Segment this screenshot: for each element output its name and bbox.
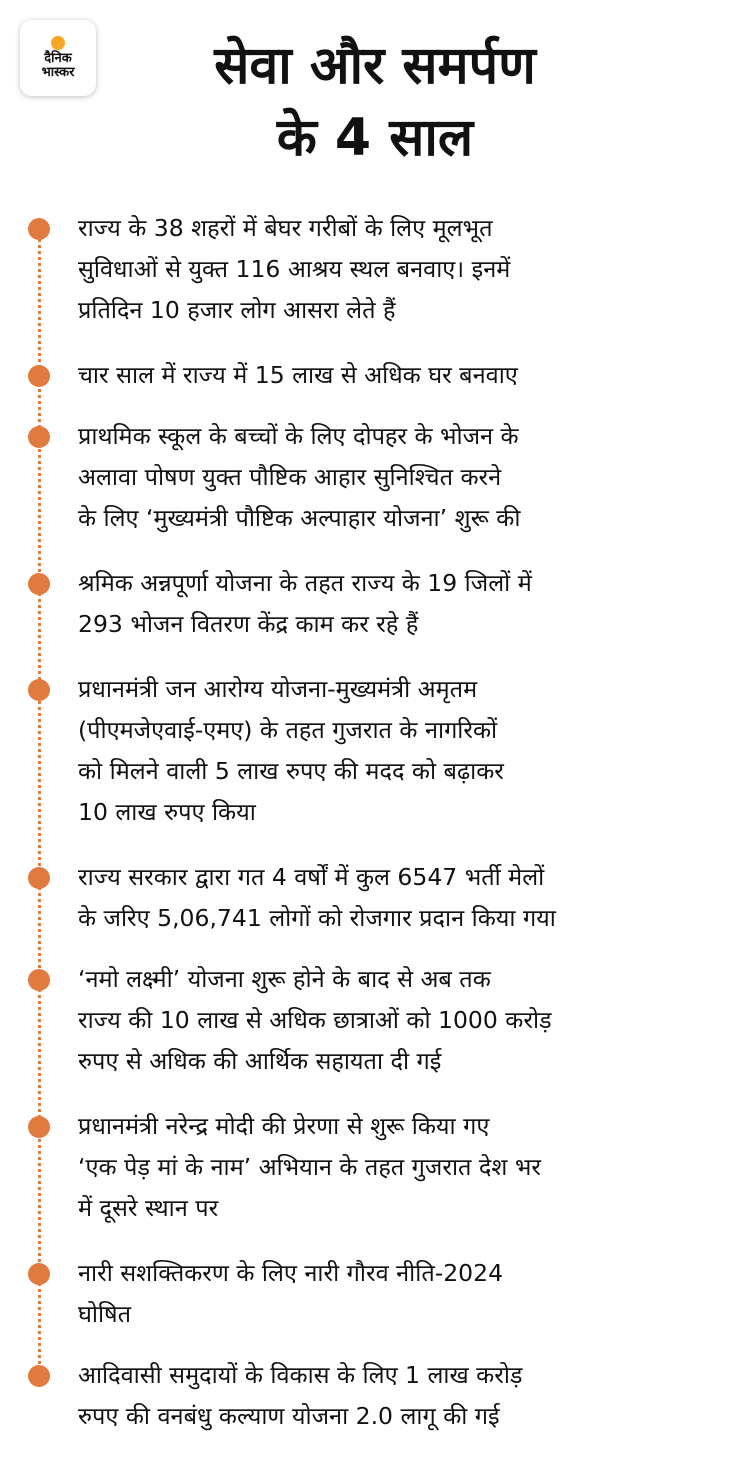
- timeline-dot: [28, 1263, 50, 1285]
- list-item-line: राज्य के 38 शहरों में बेघर गरीबों के लिए मूलभूत: [78, 214, 493, 242]
- timeline-dot: [28, 969, 50, 991]
- list-item-line: 293 भोजन वितरण केंद्र काम कर रहे हैं: [78, 610, 419, 638]
- list-item-line: प्राथमिक स्कूल के बच्चों के लिए दोपहर के भोजन के: [78, 422, 519, 450]
- list-item: [78, 857, 708, 939]
- list-item-line: 10 लाख रुपए किया: [78, 798, 256, 826]
- list-item: [78, 563, 708, 645]
- list-item: [78, 208, 708, 331]
- list-item-line: के जरिए 5,06,741 लोगों को रोजगार प्रदान किया गया: [78, 904, 556, 932]
- sun-icon: [51, 36, 65, 50]
- list-item-line: श्रमिक अन्नपूर्णा योजना के तहत राज्य के 19 जिलों में: [78, 569, 532, 597]
- list-item-line: के लिए ‘मुख्यमंत्री पौष्टिक अल्पाहार योजना’ शुरू की: [78, 504, 521, 532]
- list-item: [78, 1355, 708, 1437]
- list-item-line: ‘नमो लक्ष्मी’ योजना शुरू होने के बाद से अब तक: [78, 965, 491, 993]
- list-item-line: ‘एक पेड़ मां के नाम’ अभियान के तहत गुजरात देश भर: [78, 1153, 541, 1181]
- title-line1: सेवा और समर्पण: [214, 36, 536, 96]
- list-item: [78, 669, 708, 833]
- list-item-line: को मिलने वाली 5 लाख रुपए की मदद को बढ़ाकर: [78, 757, 504, 785]
- timeline-dot: [28, 679, 50, 701]
- timeline-dot: [28, 426, 50, 448]
- list-item-line: आदिवासी समुदायों के विकास के लिए 1 लाख करोड़: [78, 1361, 523, 1389]
- list-item: [78, 355, 708, 396]
- list-item: [78, 416, 708, 539]
- list-item-line: राज्य सरकार द्वारा गत 4 वर्षों में कुल 6547 भर्ती मेलों: [78, 863, 545, 891]
- list-item: [78, 1253, 708, 1335]
- list-item-line: प्रधानमंत्री जन आरोग्य योजना-मुख्यमंत्री अमृतम: [78, 675, 478, 703]
- list-item-line: रुपए से अधिक की आर्थिक सहायता दी गई: [78, 1047, 442, 1075]
- timeline-dot: [28, 1116, 50, 1138]
- list-item-line: राज्य की 10 लाख से अधिक छात्राओं को 1000 करोड़: [78, 1006, 552, 1034]
- list-item-line: सुविधाओं से युक्त 116 आश्रय स्थल बनवाए। इनमें: [78, 255, 511, 283]
- timeline-dot: [28, 1365, 50, 1387]
- list-item-line: अलावा पोषण युक्त पौष्टिक आहार सुनिश्चित करने: [78, 463, 502, 491]
- list-item-line: प्रधानमंत्री नरेन्द्र मोदी की प्रेरणा से शुरू किया गए: [78, 1112, 490, 1140]
- list-item-line: में दूसरे स्थान पर: [78, 1194, 219, 1222]
- timeline-dot: [28, 218, 50, 240]
- list-item-line: घोषित: [78, 1300, 132, 1328]
- list-item-line: रुपए की वनबंधु कल्याण योजना 2.0 लागू की गई: [78, 1402, 500, 1430]
- list-item-line: प्रतिदिन 10 हजार लोग आसरा लेते हैं: [78, 296, 396, 324]
- timeline-line: [38, 228, 41, 1376]
- timeline-dot: [28, 573, 50, 595]
- timeline-dot: [28, 365, 50, 387]
- list-item: [78, 959, 708, 1082]
- timeline-dot: [28, 867, 50, 889]
- dainik-bhaskar-logo: [20, 20, 96, 96]
- list-item-line: नारी सशक्तिकरण के लिए नारी गौरव नीति-2024: [78, 1259, 504, 1287]
- list-item-line: चार साल में राज्य में 15 लाख से अधिक घर बनवाए: [78, 361, 518, 389]
- logo-line2: भास्कर: [41, 65, 75, 80]
- logo-line1: दैनिक: [44, 51, 72, 66]
- list-item-line: (पीएमजेएवाई-एमए) के तहत गुजरात के नागरिकों: [78, 716, 498, 744]
- list-item: [78, 1106, 708, 1229]
- page-title: [110, 30, 640, 174]
- title-line2: के 4 साल: [276, 108, 474, 168]
